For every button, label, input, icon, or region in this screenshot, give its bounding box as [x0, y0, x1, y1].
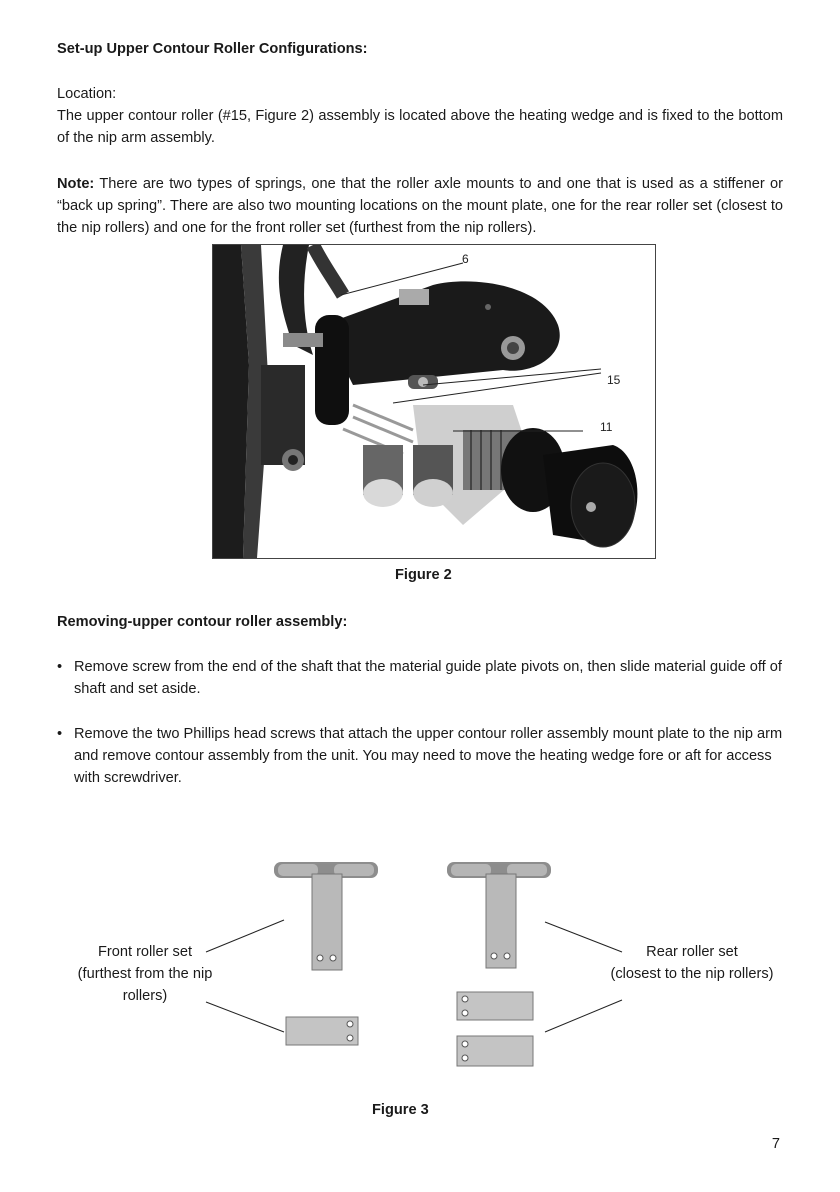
bullet-text: Remove the two Phillips head screws that attach the upper contour roller assembly mount plate to the nip arm and remove contour assembly from the unit. You may need to move the heating wedge fore or aft for access with screwdriver.: [74, 726, 783, 786]
figure-2-photo: [212, 244, 656, 559]
callout-6: 6: [462, 252, 469, 266]
front-label-line-1: Front roller set: [97, 944, 193, 960]
note-text: There are two types of springs, one that the roller axle mounts to and one that is used as a stiffener or “back up spring”. There are also two mounting locations on the mount plate, one for the rear roller set (closest to the nip rollers) and one for the front roller set (furthest from the nip rollers).: [57, 176, 783, 236]
location-paragraph: The upper contour roller (#15, Figure 2) assembly is located above the heating wedge and is fixed to the bottom of the nip arm assembly.: [57, 108, 783, 146]
figure-3-caption: Figure 3: [372, 1102, 429, 1118]
front-roller-label: [70, 941, 220, 1007]
figure-2-caption: Figure 2: [395, 567, 452, 583]
note-paragraph: [57, 173, 783, 239]
rear-label-line-1: Rear roller set: [646, 944, 738, 960]
front-roller-assembly: [274, 862, 378, 970]
bullet-dot: •: [57, 659, 63, 675]
location-label: Location:: [57, 86, 117, 102]
callout-15: 15: [607, 373, 621, 387]
section-heading-setup: Set-up Upper Contour Roller Configurations:: [57, 41, 368, 57]
front-label-line-2: (furthest from the nip: [77, 966, 213, 982]
callout-11: 11: [600, 420, 613, 434]
rear-roller-label: [600, 941, 784, 985]
section-heading-removing: Removing-upper contour roller assembly:: [57, 614, 348, 630]
front-label-line-3: rollers): [122, 988, 168, 1004]
rear-label-line-2: (closest to the nip rollers): [610, 966, 774, 982]
bullet-dot: •: [57, 726, 63, 742]
rear-stiffener-plates: [457, 992, 533, 1066]
note-label: Note:: [57, 176, 95, 192]
page-number: 7: [771, 1136, 780, 1152]
front-stiffener-plate: [286, 1017, 358, 1045]
bullet-text: Remove screw from the end of the shaft that the material guide plate pivots on, then slide material guide off of shaft and set aside.: [74, 659, 782, 697]
roller-assembly-illustration: [213, 245, 655, 558]
rear-roller-assembly: [447, 862, 551, 968]
